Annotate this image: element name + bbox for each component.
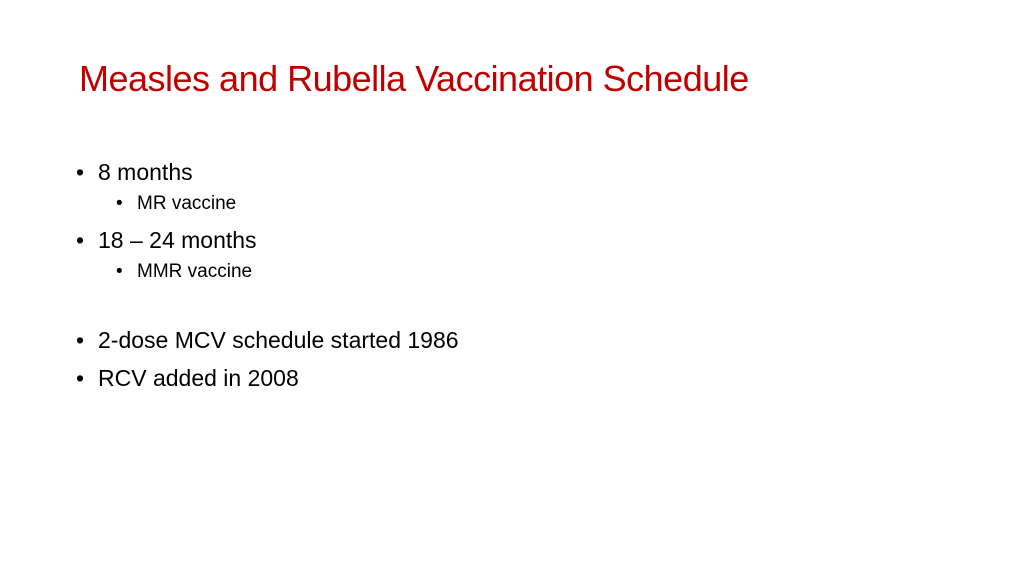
- bullet-text: MR vaccine: [137, 193, 237, 214]
- bullet-icon: •: [76, 365, 85, 391]
- bullet-item-8-months: [76, 156, 976, 188]
- bullet-icon: •: [76, 327, 85, 353]
- bullet-text: MMR vaccine: [137, 261, 253, 282]
- bullet-text: 8 months: [98, 159, 193, 185]
- bullet-list: [76, 156, 976, 394]
- sub-bullet-item-mr-vaccine: [76, 190, 976, 218]
- bullet-item-mcv-schedule: [76, 324, 976, 356]
- bullet-icon: •: [116, 193, 123, 214]
- bullet-text: 18 – 24 months: [98, 227, 257, 253]
- bullet-icon: •: [76, 227, 85, 253]
- sub-bullet-item-mmr-vaccine: [76, 258, 976, 286]
- bullet-icon: •: [76, 159, 85, 185]
- slide-title: Measles and Rubella Vaccination Schedule: [79, 58, 749, 99]
- bullet-icon: •: [116, 261, 123, 282]
- bullet-text: 2-dose MCV schedule started 1986: [98, 327, 459, 353]
- bullet-text: RCV added in 2008: [98, 365, 299, 391]
- bullet-item-rcv-added: [76, 362, 976, 394]
- bullet-item-18-24-months: [76, 224, 976, 256]
